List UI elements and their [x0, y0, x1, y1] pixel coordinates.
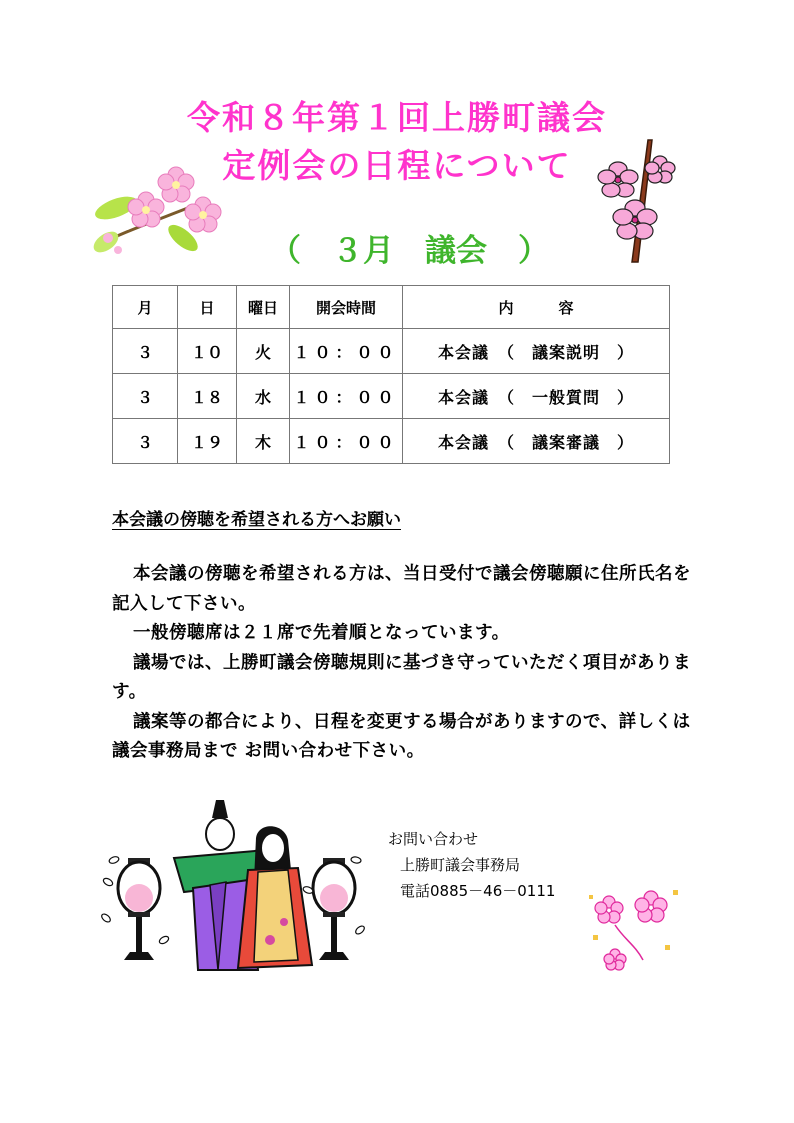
- cell-weekday: 水: [237, 374, 290, 419]
- contact-block: [388, 826, 555, 904]
- header-content: 内 容: [403, 286, 670, 329]
- header-day: 日: [178, 286, 237, 329]
- title-line-1: 令和８年第１回上勝町議会: [187, 98, 607, 137]
- header-month: 月: [113, 286, 178, 329]
- cell-day: １８: [178, 374, 237, 419]
- cell-time: １０：００: [290, 374, 403, 419]
- cell-month: ３: [113, 419, 178, 464]
- cell-content: 本会議 （ 議案審議 ）: [403, 419, 670, 464]
- bonbori-lantern-icon: [118, 858, 160, 960]
- header-time: 開会時間: [290, 286, 403, 329]
- header-weekday: 曜日: [237, 286, 290, 329]
- cell-time: １０：００: [290, 329, 403, 374]
- table-row: [113, 419, 670, 464]
- title-line-2: 定例会の日程について: [222, 146, 572, 185]
- cell-content: 本会議 （ 一般質問 ）: [403, 374, 670, 419]
- falling-petals-icon: [585, 885, 685, 980]
- notice-body: [112, 560, 692, 767]
- cell-weekday: 木: [237, 419, 290, 464]
- cell-month: ３: [113, 374, 178, 419]
- cell-weekday: 火: [237, 329, 290, 374]
- table-row: [113, 374, 670, 419]
- cell-time: １０：００: [290, 419, 403, 464]
- schedule-table: [112, 285, 670, 464]
- session-label: （ ３月 議会 ）: [270, 233, 549, 269]
- cell-day: １０: [178, 329, 237, 374]
- contact-phone: 電話0885－46－0111: [400, 882, 556, 900]
- hina-dolls-illustration: [98, 800, 373, 975]
- contact-office: 上勝町議会事務局: [400, 856, 521, 874]
- cherry-blossom-sprig-icon: [88, 160, 238, 270]
- table-row: [113, 329, 670, 374]
- cell-month: ３: [113, 329, 178, 374]
- notice-paragraph: 議案等の都合により、日程を変更する場合がありますので、詳しくは議会事務局まで お問い合わせ下さい。: [112, 711, 691, 761]
- notice-paragraph: 議場では、上勝町議会傍聴規則に基づき守っていただく項目があります。: [112, 652, 691, 702]
- notice-paragraph: 一般傍聴席は２１席で先着順となっています。: [133, 623, 510, 643]
- cell-content: 本会議 （ 議案説明 ）: [403, 329, 670, 374]
- cell-day: １９: [178, 419, 237, 464]
- bonbori-lantern-icon: [313, 858, 355, 960]
- notice-paragraph: 本会議の傍聴を希望される方は、当日受付で議会傍聴願に住所氏名を記入して下さい。: [112, 564, 691, 614]
- notice-heading: 本会議の傍聴を希望される方へお願い: [112, 510, 401, 530]
- plum-blossom-branch-icon: [590, 140, 680, 265]
- contact-label: お問い合わせ: [388, 830, 479, 848]
- table-header-row: [113, 286, 670, 329]
